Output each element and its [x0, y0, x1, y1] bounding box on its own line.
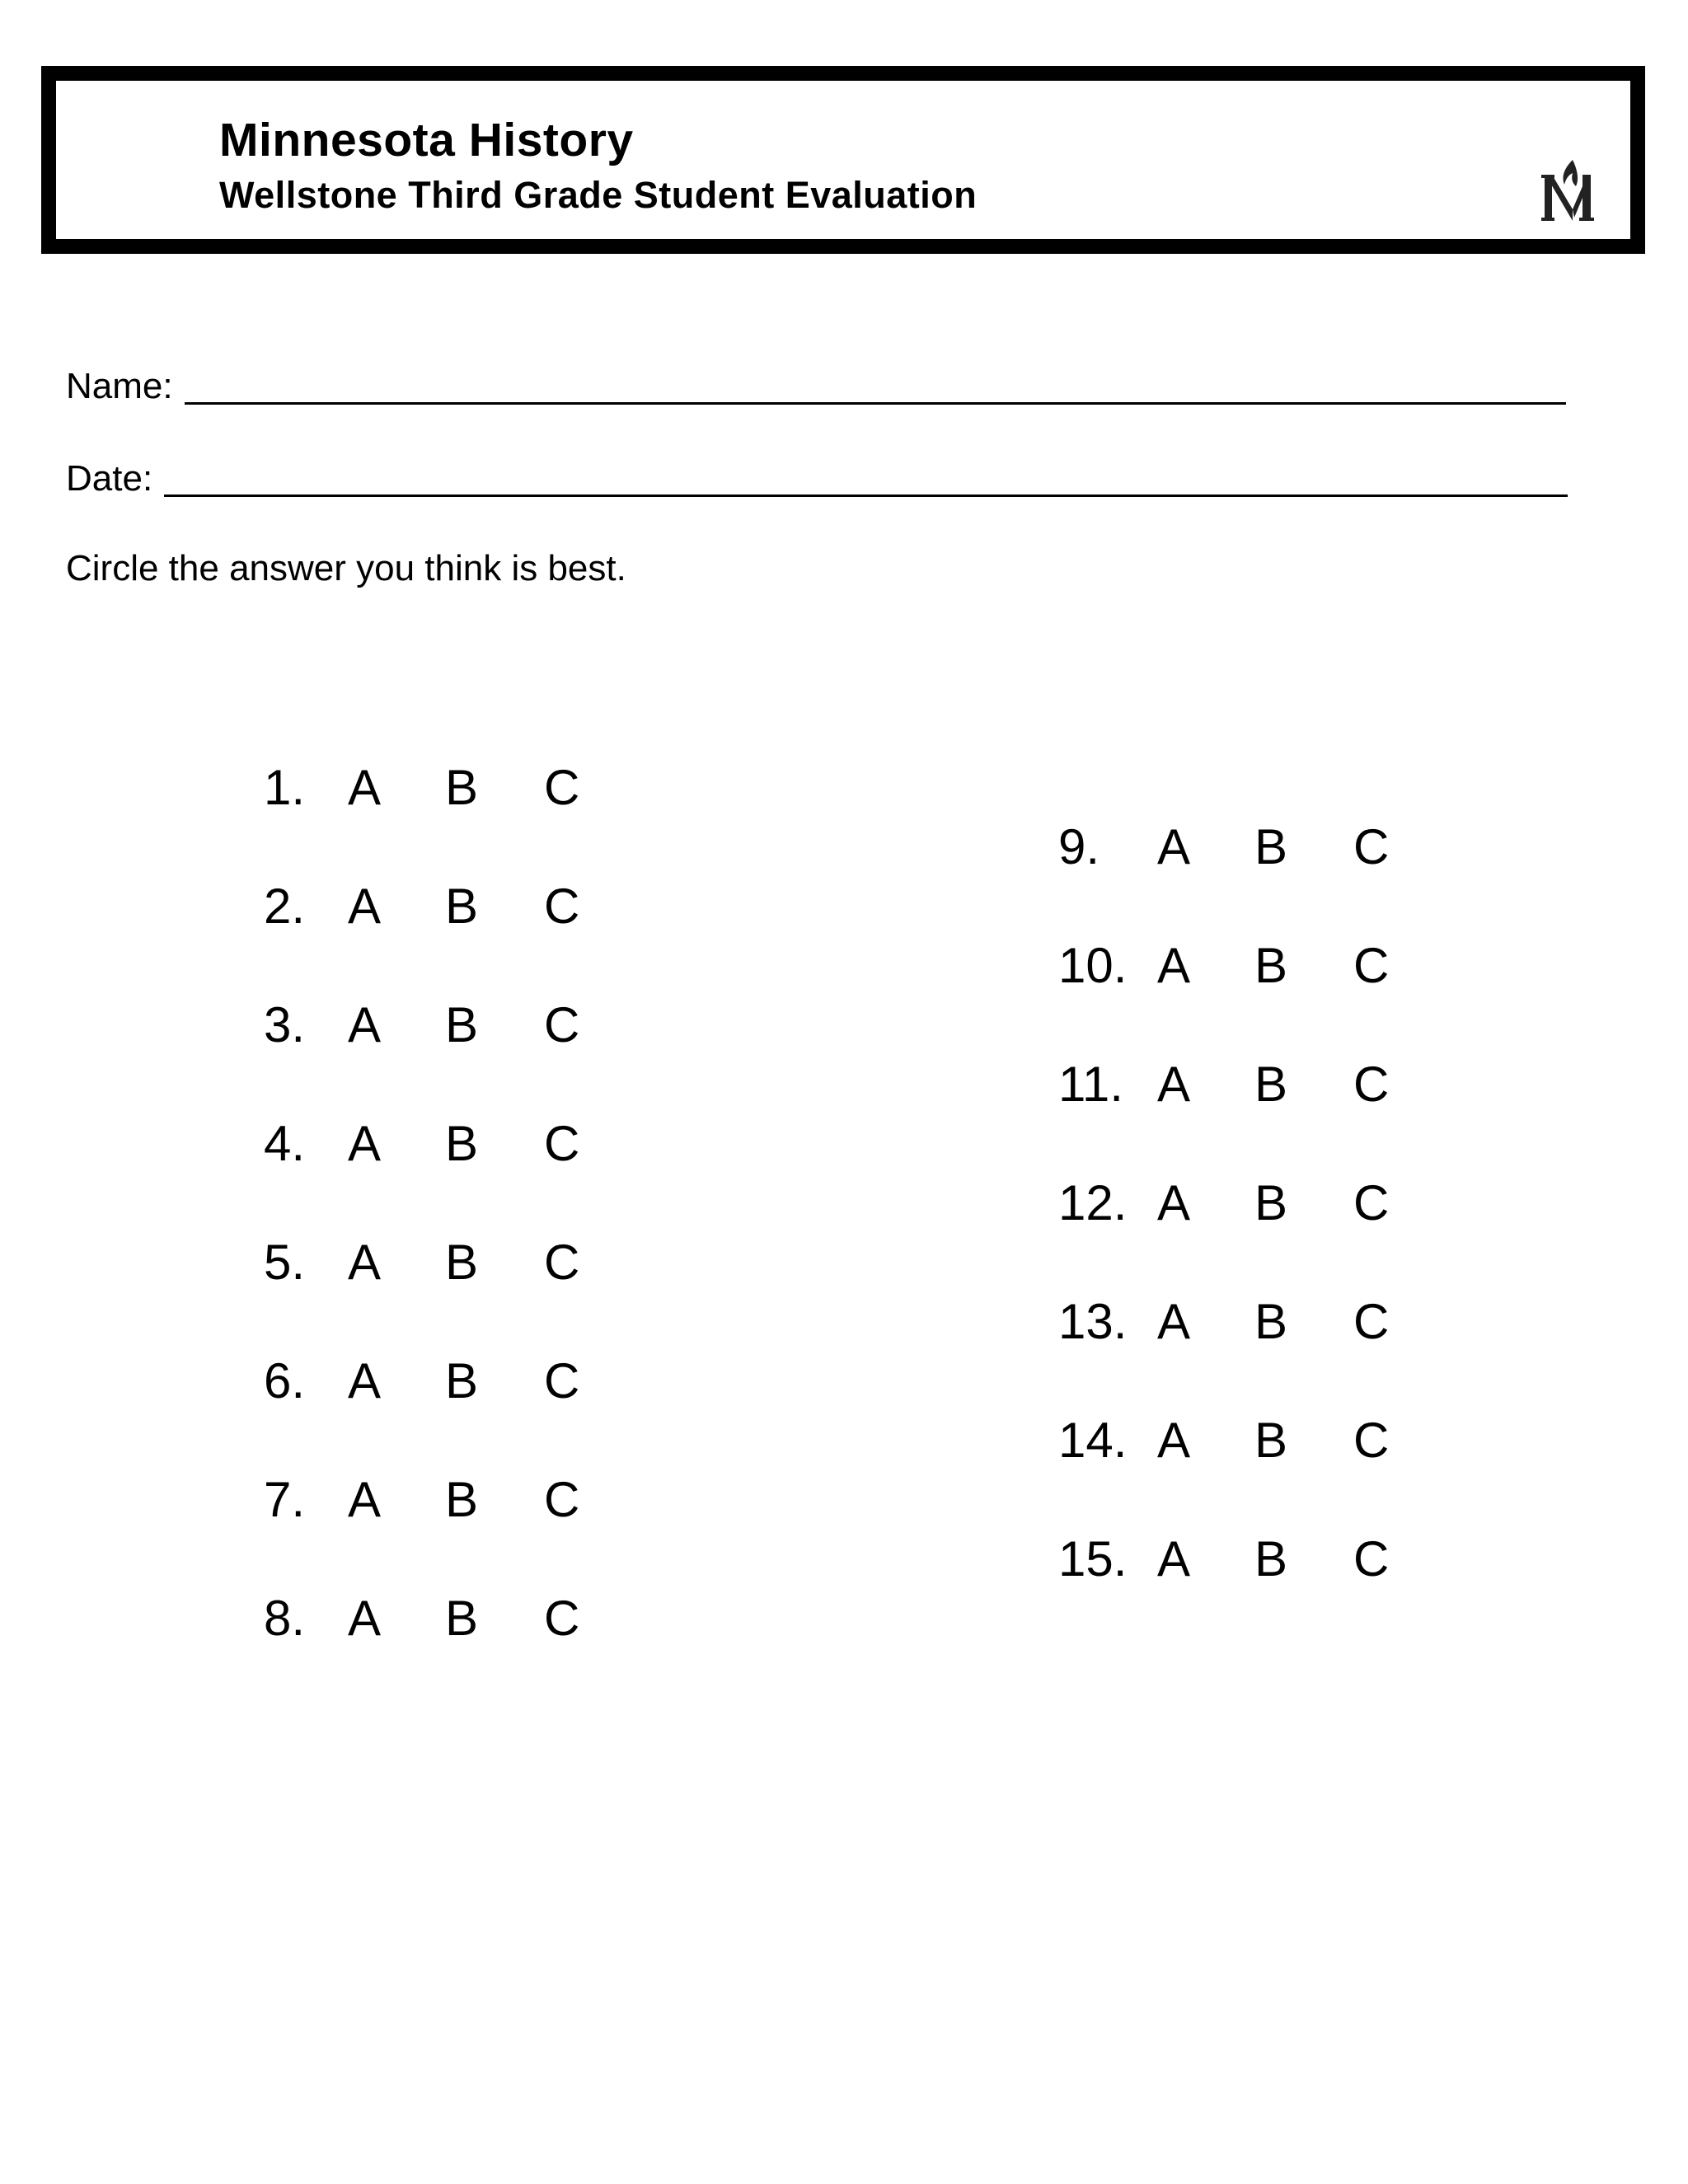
name-label: Name: [66, 366, 173, 406]
option-c[interactable]: C [1353, 1057, 1390, 1112]
name-field [66, 366, 1566, 405]
option-a[interactable]: A [348, 760, 382, 815]
question-number: 14. [1058, 1413, 1128, 1468]
mnhs-logo-icon [1540, 157, 1606, 226]
option-b[interactable]: B [445, 1591, 479, 1646]
option-b[interactable]: B [1254, 819, 1288, 874]
option-b[interactable]: B [1254, 1175, 1288, 1230]
option-a[interactable]: A [348, 1235, 382, 1290]
option-c[interactable]: C [544, 1353, 580, 1408]
option-b[interactable]: B [1254, 938, 1288, 993]
option-c[interactable]: C [544, 879, 580, 934]
question-number: 5. [264, 1235, 306, 1290]
question-number: 4. [264, 1116, 306, 1171]
option-c[interactable]: C [544, 1116, 580, 1171]
option-c[interactable]: C [1353, 1413, 1390, 1468]
date-field [66, 458, 1568, 497]
instructions: Circle the answer you think is best. [66, 548, 626, 588]
option-c[interactable]: C [1353, 1294, 1390, 1349]
question-number: 1. [264, 760, 306, 815]
page-title: Minnesota History [219, 114, 634, 166]
header-box [41, 66, 1645, 254]
option-b[interactable]: B [445, 1353, 479, 1408]
option-a[interactable]: A [1157, 938, 1191, 993]
option-c[interactable]: C [1353, 1531, 1390, 1586]
question-number: 15. [1058, 1531, 1128, 1586]
option-c[interactable]: C [544, 760, 580, 815]
option-c[interactable]: C [544, 997, 580, 1052]
option-b[interactable]: B [1254, 1413, 1288, 1468]
option-a[interactable]: A [348, 1591, 382, 1646]
option-c[interactable]: C [1353, 819, 1390, 874]
option-b[interactable]: B [1254, 1294, 1288, 1349]
option-a[interactable]: A [348, 879, 382, 934]
option-c[interactable]: C [1353, 1175, 1390, 1230]
date-label: Date: [66, 458, 153, 499]
option-c[interactable]: C [1353, 938, 1390, 993]
option-a[interactable]: A [1157, 1175, 1191, 1230]
question-number: 3. [264, 997, 306, 1052]
question-number: 12. [1058, 1175, 1128, 1230]
page-subtitle: Wellstone Third Grade Student Evaluation [219, 174, 978, 216]
option-b[interactable]: B [445, 1472, 479, 1527]
option-a[interactable]: A [348, 1353, 382, 1408]
question-number: 10. [1058, 938, 1128, 993]
name-line[interactable] [185, 366, 1566, 405]
option-a[interactable]: A [1157, 1413, 1191, 1468]
date-line[interactable] [164, 458, 1568, 497]
option-a[interactable]: A [1157, 1531, 1191, 1586]
question-number: 2. [264, 879, 306, 934]
option-b[interactable]: B [1254, 1057, 1288, 1112]
option-b[interactable]: B [445, 760, 479, 815]
option-b[interactable]: B [445, 879, 479, 934]
question-number: 9. [1058, 819, 1100, 874]
option-a[interactable]: A [348, 1116, 382, 1171]
option-b[interactable]: B [445, 997, 479, 1052]
option-c[interactable]: C [544, 1472, 580, 1527]
option-c[interactable]: C [544, 1591, 580, 1646]
question-number: 8. [264, 1591, 306, 1646]
question-number: 7. [264, 1472, 306, 1527]
option-a[interactable]: A [1157, 1057, 1191, 1112]
option-a[interactable]: A [348, 997, 382, 1052]
question-number: 11. [1058, 1057, 1123, 1112]
option-b[interactable]: B [445, 1116, 479, 1171]
question-number: 6. [264, 1353, 306, 1408]
option-b[interactable]: B [445, 1235, 479, 1290]
option-a[interactable]: A [1157, 1294, 1191, 1349]
option-c[interactable]: C [544, 1235, 580, 1290]
option-a[interactable]: A [1157, 819, 1191, 874]
option-b[interactable]: B [1254, 1531, 1288, 1586]
option-a[interactable]: A [348, 1472, 382, 1527]
question-number: 13. [1058, 1294, 1128, 1349]
